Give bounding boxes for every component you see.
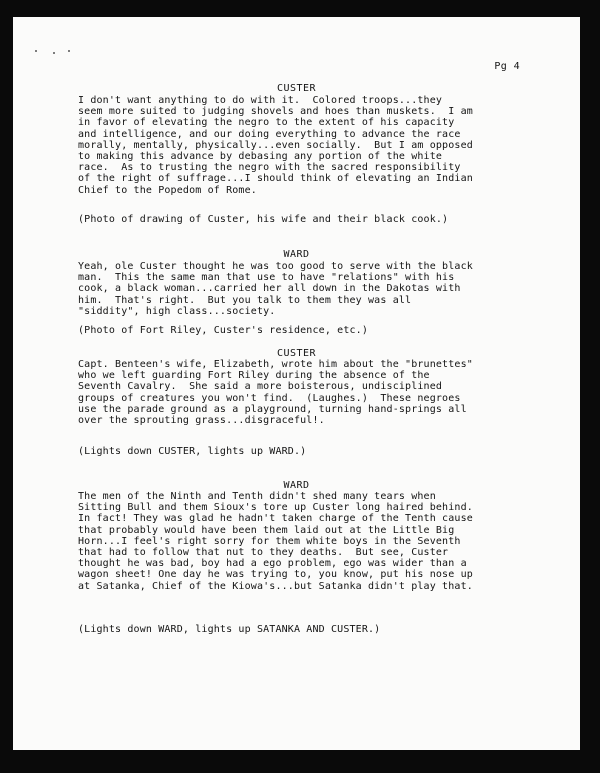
dialogue-line: thought he was bad, boy had a ego problem, ego was wider than a [78, 558, 467, 570]
stage-direction-text: (Lights down CUSTER, lights up WARD.) [78, 446, 307, 457]
dialogue-line: Chief to the Popedom of Rome. [78, 184, 257, 196]
page-number: Pg 4 [494, 61, 520, 72]
dialogue-line: use the parade ground as a playground, turning hand-springs all [78, 403, 467, 415]
dialogue-line: of the right of suffrage...I should think of elevating an Indian [78, 173, 473, 185]
speck-mark [35, 50, 37, 52]
stage-direction [78, 325, 538, 336]
dialogue-line: Horn...I feel's right sorry for them white boys in the Seventh [78, 535, 461, 547]
speaker-name: WARD [283, 249, 310, 260]
dialogue-line: him. That's right. But you talk to them they was all [78, 294, 412, 306]
stage-direction-text: (Lights down WARD, lights up SATANKA AND CUSTER.) [78, 624, 381, 635]
script-page [13, 17, 580, 750]
dialogue-block [78, 359, 538, 426]
dialogue-line: and intelligence, and our doing everything to advance the race [78, 128, 461, 140]
dialogue-line: "siddity", high class...society. [78, 305, 276, 317]
stage-direction [78, 624, 538, 635]
dialogue-line: cook, a black woman...carried her all down in the Dakotas with [78, 283, 461, 295]
dialogue-line: Sitting Bull and them Sioux's tore up Custer long haired behind. [78, 502, 473, 514]
dialogue-line: in favor of elevating the negro to the extent of his capacity [78, 117, 455, 129]
dialogue-line: morally, mentally, physically...even socially. But I am opposed [78, 139, 473, 151]
dialogue-block [78, 261, 538, 317]
dialogue-line: groups of creatures you won't find. (Laughes.) These negroes [78, 392, 461, 404]
dialogue-block [78, 95, 538, 196]
dialogue-line: The men of the Ninth and Tenth didn't shed many tears when [78, 491, 436, 502]
speck-mark [53, 52, 55, 54]
dialogue-line: at Satanka, Chief of the Kiowa's...but Satanka didn't play that. [78, 580, 473, 592]
speck-mark [68, 50, 70, 52]
dialogue-line: Capt. Benteen's wife, Elizabeth, wrote him about the "brunettes" [78, 359, 473, 370]
dialogue-line: over the sprouting grass...disgraceful!. [78, 415, 325, 427]
dialogue-line: In fact! They was glad he hadn't taken charge of the Tenth cause [78, 513, 473, 525]
dialogue-block [78, 491, 538, 592]
dialogue-line: I don't want anything to do with it. Colored troops...they [78, 95, 443, 106]
dialogue-line: that probably would have been them laid out at the Little Big [78, 524, 455, 536]
dialogue-line: Yeah, ole Custer thought he was too good to serve with the black [78, 261, 473, 272]
dialogue-line: to making this advance by debasing any portion of the white [78, 151, 443, 163]
stage-direction-text: (Photo of drawing of Custer, his wife and their black cook.) [78, 214, 449, 225]
speaker-name: WARD [283, 480, 310, 491]
dialogue-line: Seventh Cavalry. She said a more boisterous, undisciplined [78, 381, 443, 393]
speaker-name: CUSTER [276, 83, 317, 94]
stage-direction [78, 214, 538, 225]
dialogue-line: seem more suited to judging shovels and hoes than muskets. I am [78, 106, 473, 118]
dialogue-line: that had to follow that nut to they deaths. But see, Custer [78, 547, 449, 559]
dialogue-line: who we left guarding Fort Riley during the absence of the [78, 370, 430, 382]
stage-direction-text: (Photo of Fort Riley, Custer's residence, etc.) [78, 325, 369, 336]
dialogue-line: man. This the same man that use to have "relations" with his [78, 272, 455, 284]
stage-direction [78, 446, 538, 457]
dialogue-line: race. As to trusting the negro with the sacred responsibility [78, 162, 461, 174]
speaker-name: CUSTER [276, 348, 317, 359]
dialogue-line: wagon sheet! One day he was trying to, you know, put his nose up [78, 569, 473, 581]
